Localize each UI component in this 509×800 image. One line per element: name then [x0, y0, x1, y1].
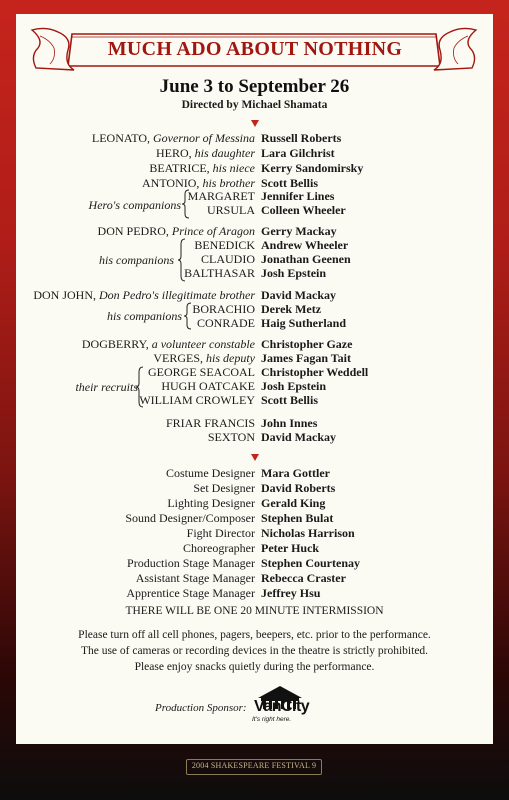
character-desc: his niece	[212, 161, 255, 175]
actor-name: Colleen Wheeler	[261, 203, 346, 217]
performance-dates: June 3 to September 26	[159, 76, 350, 97]
group-label: their recruits	[75, 380, 138, 394]
crew-row	[0, 466, 509, 481]
character-name: BORACHIO	[192, 302, 255, 316]
character-name: BALTHASAR	[184, 266, 255, 280]
character-name: GEORGE SEACOAL	[148, 365, 255, 379]
actor-name: Scott Bellis	[261, 393, 318, 407]
footer-caption: 2004 SHAKESPEARE FESTIVAL 9	[191, 761, 317, 770]
crew-row	[0, 511, 509, 526]
character-name: SEXTON	[207, 430, 255, 444]
character-name: CLAUDIO	[201, 252, 255, 266]
character-desc: his daughter	[194, 146, 255, 160]
actor-name: John Innes	[261, 416, 318, 430]
cast-row	[0, 337, 509, 352]
actor-name: Jennifer Lines	[261, 189, 335, 203]
character-name: DOGBERRY,	[81, 337, 149, 351]
notice-line: The use of cameras or recording devices in the theatre is strictly prohibited.	[80, 645, 429, 657]
cast-row	[0, 316, 509, 331]
character-name: ANTONIO,	[141, 176, 200, 190]
sponsor-tagline: It's right here.	[252, 716, 292, 723]
character-name: WILLIAM CROWLEY	[139, 393, 255, 407]
character-name: URSULA	[206, 203, 255, 217]
actor-name: David Mackay	[261, 430, 336, 444]
crew-role: Lighting Designer	[167, 496, 255, 510]
crew-name: Mara Gottler	[261, 466, 330, 480]
crew-row	[0, 586, 509, 601]
actor-name: Russell Roberts	[261, 131, 342, 145]
notice-line: Please enjoy snacks quietly during the performance.	[134, 661, 375, 673]
cast-row	[0, 266, 509, 281]
cast-row	[0, 203, 509, 218]
crew-name: Nicholas Harrison	[261, 526, 355, 540]
character-desc: Don Pedro's illegitimate brother	[99, 288, 255, 302]
crew-row	[0, 556, 509, 571]
crew-role: Apprentice Stage Manager	[126, 586, 255, 600]
cast-row	[0, 131, 509, 146]
cast-row	[0, 252, 509, 267]
sponsor-label: Production Sponsor:	[155, 702, 247, 714]
group-label: Hero's companions	[88, 198, 181, 212]
cast-row	[0, 365, 509, 380]
crew-name: David Roberts	[261, 481, 336, 495]
crew-row	[0, 496, 509, 511]
group-label: his companions	[99, 253, 174, 267]
notice-line: Please turn off all cell phones, pagers, beepers, etc. prior to the performance.	[78, 629, 431, 641]
cast-row	[0, 238, 509, 253]
crew-role: Assistant Stage Manager	[135, 571, 255, 585]
character-name: DON PEDRO,	[97, 224, 169, 238]
cast-row	[0, 393, 509, 408]
character-name: BEATRICE,	[149, 161, 210, 175]
crew-row	[0, 541, 509, 556]
character-name: HUGH OATCAKE	[161, 379, 255, 393]
group-label: his companions	[107, 309, 182, 323]
crew-role: Set Designer	[193, 481, 255, 495]
character-name: HERO,	[155, 146, 192, 160]
character-desc: Governor of Messina	[153, 131, 255, 145]
cast-row	[0, 351, 509, 366]
character-desc: his brother	[202, 176, 255, 190]
actor-name: Josh Epstein	[261, 266, 327, 280]
title-banner	[28, 26, 480, 72]
actor-name: Andrew Wheeler	[261, 238, 349, 252]
crew-role: Fight Director	[186, 526, 255, 540]
red-triangle-divider	[251, 454, 259, 461]
crew-role: Choreographer	[183, 541, 255, 555]
cast-row	[0, 161, 509, 176]
character-name: CONRADE	[196, 316, 255, 330]
intermission-notice: THERE WILL BE ONE 20 MINUTE INTERMISSION	[125, 605, 384, 617]
character-desc: Prince of Aragon	[171, 224, 255, 238]
character-name: VERGES,	[153, 351, 203, 365]
actor-name: Christopher Weddell	[261, 365, 369, 379]
actor-name: Jonathan Geenen	[261, 252, 351, 266]
actor-name: Lara Gilchrist	[261, 146, 335, 160]
crew-name: Peter Huck	[261, 541, 320, 555]
crew-row	[0, 481, 509, 496]
actor-name: Christopher Gaze	[261, 337, 353, 351]
character-name: BENEDICK	[194, 238, 255, 252]
actor-name: David Mackay	[261, 288, 336, 302]
crew-name: Rebecca Craster	[261, 571, 346, 585]
cast-row	[0, 189, 509, 204]
crew-name: Stephen Courtenay	[261, 556, 361, 570]
character-name: LEONATO,	[91, 131, 150, 145]
crew-role: Production Stage Manager	[127, 556, 255, 570]
actor-name: Scott Bellis	[261, 176, 318, 190]
actor-name: James Fagan Tait	[261, 351, 352, 365]
crew-name: Jeffrey Hsu	[261, 586, 321, 600]
actor-name: Josh Epstein	[261, 379, 327, 393]
character-name: DON JOHN,	[33, 288, 96, 302]
sponsor-logo-name: VanCity	[254, 698, 310, 715]
actor-name: Haig Sutherland	[261, 316, 347, 330]
crew-row	[0, 571, 509, 586]
cast-row	[0, 416, 509, 431]
actor-name: Derek Metz	[261, 302, 322, 316]
cast-row	[0, 224, 509, 239]
actor-name: Gerry Mackay	[261, 224, 337, 238]
cast-row	[0, 288, 509, 303]
cast-row	[0, 430, 509, 445]
play-title: MUCH ADO ABOUT NOTHING	[107, 38, 403, 60]
cast-row	[0, 302, 509, 317]
cast-row	[0, 146, 509, 161]
cast-row	[0, 379, 509, 394]
crew-role: Sound Designer/Composer	[125, 511, 255, 525]
crew-name: Stephen Bulat	[261, 511, 334, 525]
character-desc: his deputy	[206, 351, 255, 365]
actor-name: Kerry Sandomirsky	[261, 161, 364, 175]
director-credit: Directed by Michael Shamata	[181, 99, 328, 111]
character-name: FRIAR FRANCIS	[165, 416, 255, 430]
crew-role: Costume Designer	[166, 466, 255, 480]
crew-row	[0, 526, 509, 541]
crew-name: Gerald King	[261, 496, 326, 510]
character-desc: a volunteer constable	[151, 337, 255, 351]
red-triangle-divider	[251, 120, 259, 127]
character-name: MARGARET	[187, 189, 255, 203]
